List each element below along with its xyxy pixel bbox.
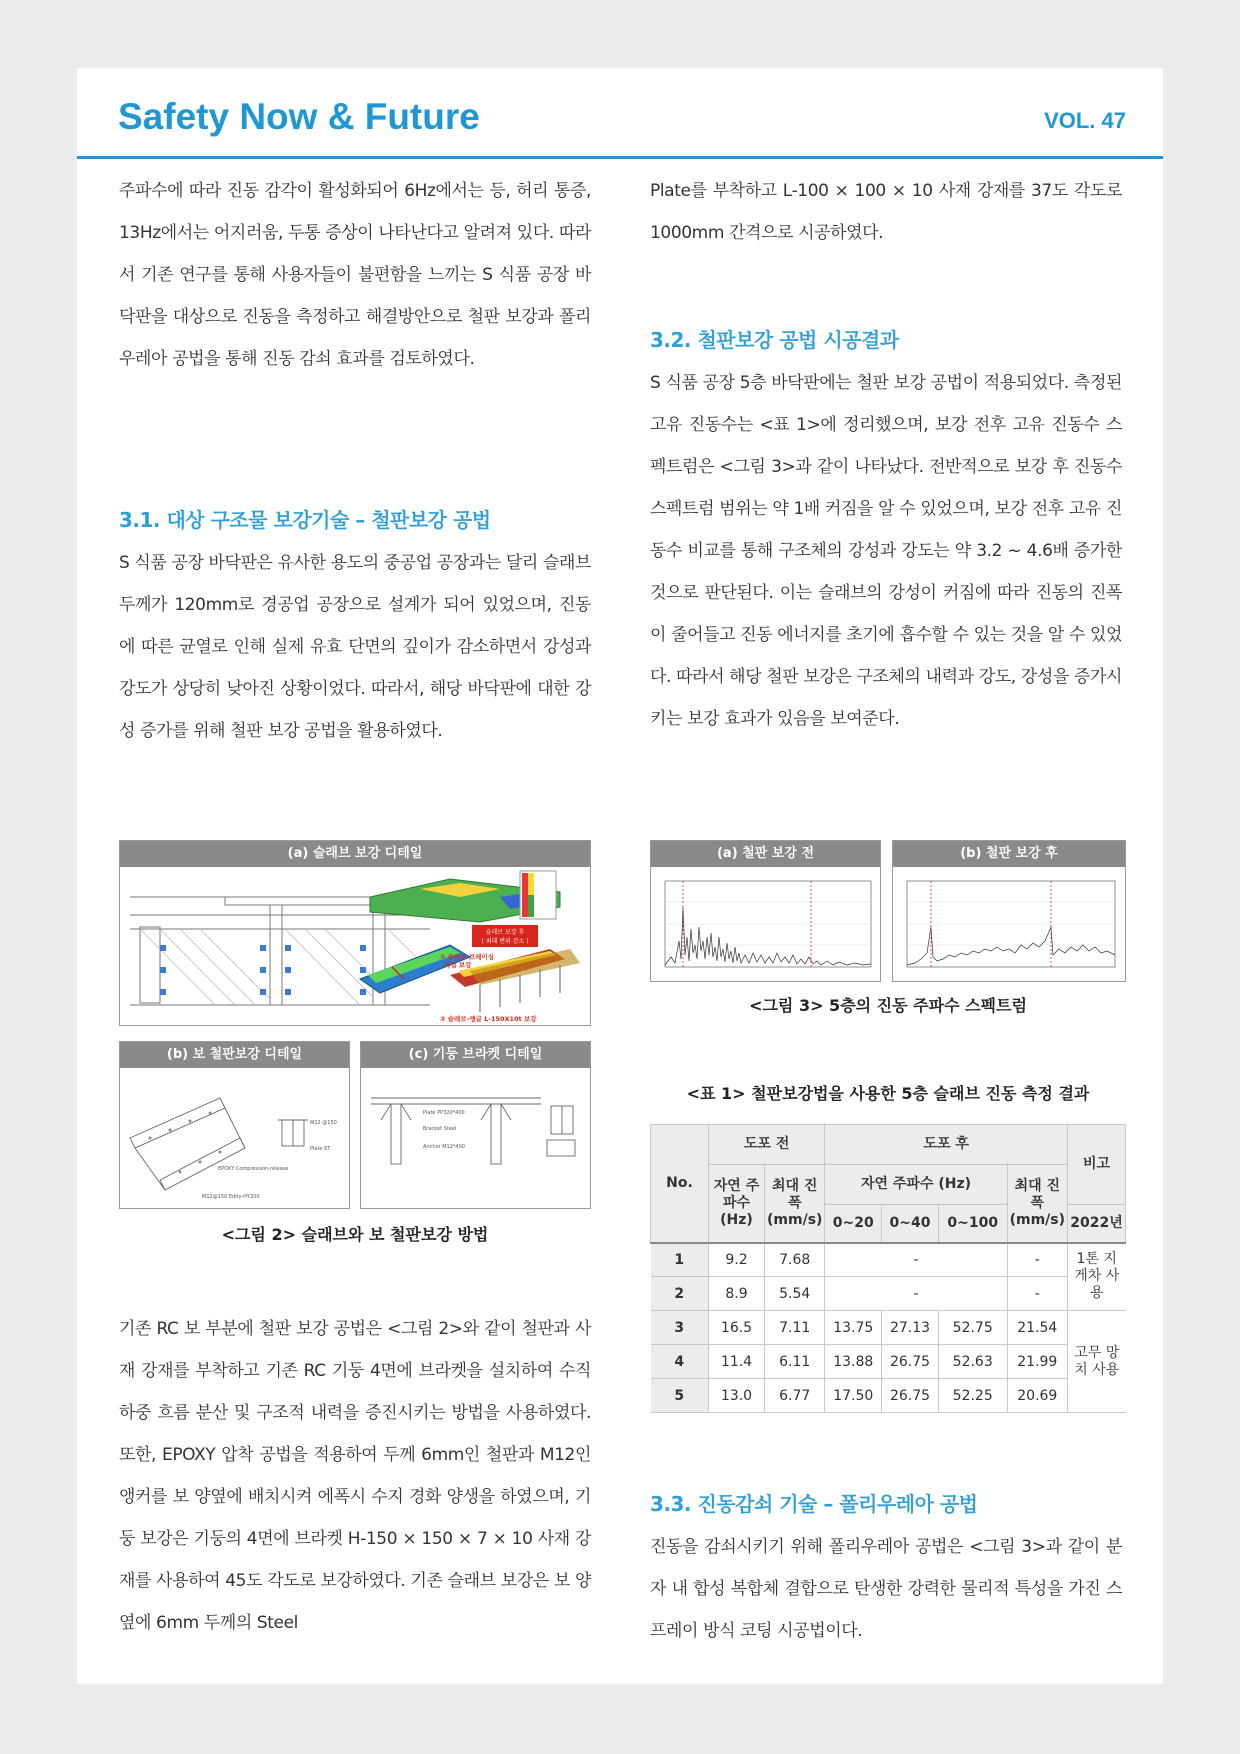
row-amp: 5.54	[765, 1277, 825, 1311]
figure-3-panel-b	[892, 840, 1126, 982]
left-column-continued	[119, 1308, 591, 1644]
section-3-3-paragraph: 진동을 감쇠시키기 위해 폴리우레아 공법은 <그림 3>과 같이 분자 내 합성 복합체 결합으로 탄생한 강력한 물리적 특성을 가진 스프레이 방식 코팅 시공법이다.	[650, 1537, 1122, 1641]
table-row	[651, 1345, 1126, 1379]
figure-2-panel-c	[360, 1041, 591, 1209]
row-amp-after: -	[1007, 1277, 1067, 1311]
figure-2-panel-b-label: (b) 보 철판보강 디테일	[120, 1042, 349, 1068]
masthead	[118, 96, 1126, 150]
beam-plate-drawing	[120, 1068, 349, 1208]
row-no: 1	[651, 1243, 709, 1277]
beam-note-2: EPOXY Compression-release	[218, 1166, 289, 1172]
figure-3-panel-a	[650, 840, 881, 982]
header-range-40: 0~40	[882, 1205, 939, 1243]
figure-2-caption: <그림 2> 슬래브와 보 철판보강 방법	[221, 1225, 489, 1244]
row-amp: 7.11	[765, 1311, 825, 1345]
left-column	[119, 170, 591, 380]
row-remark: 1톤 지게차 사용	[1068, 1243, 1126, 1311]
figure-3-panel-b-label: (b) 철판 보강 후	[893, 841, 1125, 867]
magazine-title: Safety Now & Future	[118, 96, 480, 137]
section-3-1	[119, 500, 591, 752]
table-row	[651, 1311, 1126, 1345]
header-rule	[77, 156, 1163, 159]
section-3-3-heading: 3.3. 진동감쇠 기술 – 폴리우레아 공법	[650, 1492, 978, 1516]
beam-note-1: M12 @150	[310, 1120, 337, 1126]
header-range-20: 0~20	[825, 1205, 882, 1243]
figure-2-panel-a	[119, 840, 591, 1026]
section-3-2-paragraph: S 식품 공장 5층 바닥판에는 철판 보강 공법이 적용되었다. 측정된 고유 진동수는 <표 1>에 정리했으며, 보강 전후 고유 진동수 스펙트럼은 <그림 3>과 같이 나타났다. 전반적으로 보강 후 진동수 스펙트럼 범위는 약 1배 커짐을 알 수 있었으며, 보강 전후 고유 진동수 비교를 통해 구조체의 강성과 강도는 약 3.2 ~ 4.6배 증가한 것으로 판단된다. 이는 슬래브의 강성이 커짐에 따라 진동의 진폭이 줄어들고 진동 에너지를 초기에 흡수할 수 있는 것을 알 수 있었다. 따라서 해당 철판 보강은 구조체의 내력과 강도, 강성을 증가시키는 보강 효과가 있음을 보여준다.	[650, 373, 1122, 729]
result-table	[650, 1124, 1126, 1413]
row-amp: 7.68	[765, 1243, 825, 1277]
right-column	[650, 170, 1122, 254]
spectrum-before-plot	[651, 867, 880, 981]
callout-1-line-2: ( 최대 변위 감소 )	[481, 938, 529, 945]
table-1	[650, 1124, 1126, 1413]
row-freq: 16.5	[709, 1311, 765, 1345]
row-range-40: 26.75	[882, 1345, 939, 1379]
header-before: 도포 전	[709, 1125, 825, 1165]
row-amp-after: -	[1007, 1243, 1067, 1277]
section-3-1-heading: 3.1. 대상 구조물 보강기술 – 철판보강 공법	[119, 508, 491, 532]
header-after: 도포 후	[825, 1125, 1068, 1165]
row-range-100: 52.75	[938, 1311, 1007, 1345]
magazine-page	[77, 68, 1163, 1684]
row-range-40: 27.13	[882, 1311, 939, 1345]
row-range-100: 52.63	[938, 1345, 1007, 1379]
column-note-2: Bracket Steel	[423, 1126, 457, 1132]
figure-3-panel-a-label: (a) 철판 보강 전	[651, 841, 880, 867]
row-freq: 9.2	[709, 1243, 765, 1277]
header-max-amp-after: 최대 진폭 (mm/s)	[1007, 1165, 1067, 1243]
beam-note-4: M12@150 Edity-HY200	[202, 1194, 260, 1200]
callout-2-line-2: 직접 보강	[444, 961, 472, 969]
header-range-100: 0~100	[938, 1205, 1007, 1243]
table-row	[651, 1379, 1126, 1413]
header-nat-freq: 자연 주파수 (Hz)	[709, 1165, 765, 1243]
row-range-20: 17.50	[825, 1379, 882, 1413]
column-note-3: Anchor M12*400	[423, 1144, 465, 1150]
table-row	[651, 1277, 1126, 1311]
header-remark: 비고	[1068, 1125, 1126, 1205]
beam-note-3: Plate 6T	[310, 1146, 331, 1152]
header-max-amp: 최대 진폭 (mm/s)	[765, 1165, 825, 1243]
section-3-2	[650, 320, 1122, 740]
slab-detail-drawing	[120, 867, 590, 1025]
row-no: 3	[651, 1311, 709, 1345]
row-amp: 6.11	[765, 1345, 825, 1379]
row-range-100: 52.25	[938, 1379, 1007, 1413]
column-bracket-drawing	[361, 1068, 590, 1208]
row-freq: 11.4	[709, 1345, 765, 1379]
column-note-1: Plate PP320*400	[423, 1110, 465, 1116]
header-year: 2022년	[1068, 1205, 1126, 1243]
row-freq: 13.0	[709, 1379, 765, 1413]
section-3-3	[650, 1484, 1122, 1652]
intro-paragraph: 주파수에 따라 진동 감각이 활성화되어 6Hz에서는 등, 허리 통증, 13Hz에서는 어지러움, 두통 증상이 나타난다고 알려져 있다. 따라서 기존 연구를 통해 사용자들이 불편함을 느끼는 S 식품 공장 바닥판을 대상으로 진동을 측정하고 해결방안으로 철판 보강과 폴리우레아 공법을 통해 진동 감쇠 효과를 검토하였다.	[119, 181, 591, 369]
section-3-2-heading: 3.2. 철판보강 공법 시공결과	[650, 328, 899, 352]
header-no: No.	[651, 1125, 709, 1243]
figure-2-panel-a-label: (a) 슬래브 보강 디테일	[120, 841, 590, 867]
table-row	[651, 1243, 1126, 1277]
row-range-40: 26.75	[882, 1379, 939, 1413]
volume-number: VOL. 47	[1044, 108, 1126, 133]
callout-1-line-1: 슬래브 보강 후	[485, 929, 525, 936]
row-range-20: 13.88	[825, 1345, 882, 1379]
table-1-caption: <표 1> 철판보강법을 사용한 5층 슬래브 진동 측정 결과	[686, 1084, 1090, 1103]
row-remark: 고무 망치 사용	[1068, 1311, 1126, 1413]
row-amp: 6.77	[765, 1379, 825, 1413]
row-no: 5	[651, 1379, 709, 1413]
spectrum-after-plot	[893, 867, 1125, 981]
row-range: -	[825, 1243, 1007, 1277]
row-no: 4	[651, 1345, 709, 1379]
header-nat-freq-after: 자연 주파수 (Hz)	[825, 1165, 1007, 1205]
continuation-paragraph: Plate를 부착하고 L-100 × 100 × 10 사재 강재를 37도 각도로 1000mm 간격으로 시공하였다.	[650, 181, 1122, 243]
row-range: -	[825, 1277, 1007, 1311]
row-no: 2	[651, 1277, 709, 1311]
figure-2-panel-b	[119, 1041, 350, 1209]
callout-3: ② 슬래브-앵글 L-150X10t 보강	[440, 1015, 537, 1023]
figure-2-panel-c-label: (c) 기둥 브라켓 디테일	[361, 1042, 590, 1068]
callout-2-line-1: ① 슬래브 브레이싱	[440, 953, 494, 961]
row-freq: 8.9	[709, 1277, 765, 1311]
row-amp-after: 20.69	[1007, 1379, 1067, 1413]
after-figure-paragraph: 기존 RC 보 부분에 철판 보강 공법은 <그림 2>와 같이 철판과 사재 강재를 부착하고 기존 RC 기둥 4면에 브라켓을 설치하여 수직 하중 흐름 분산 및 구조적 내력을 증진시키는 방법을 사용하였다. 또한, EPOXY 압착 공법을 적용하여 두께 6mm인 철판과 M12인 앵커를 보 양옆에 배치시켜 에폭시 수지 경화 양생을 하였으며, 기둥 보강은 기둥의 4면에 브라켓 H-150 × 150 × 7 × 10 사재 강재를 사용하여 45도 각도로 보강하였다. 기존 슬래브 보강은 보 양옆에 6mm 두께의 Steel	[119, 1319, 591, 1633]
section-3-1-paragraph: S 식품 공장 바닥판은 유사한 용도의 중공업 공장과는 달리 슬래브 두께가 120mm로 경공업 공장으로 설계가 되어 있었으며, 진동에 따른 균열로 인해 실제 유효 단면의 깊이가 감소하면서 강성과 강도가 상당히 낮아진 상황이었다. 따라서, 해당 바닥판에 대한 강성 증가를 위해 철판 보강 공법을 활용하였다.	[119, 553, 591, 741]
row-amp-after: 21.99	[1007, 1345, 1067, 1379]
row-amp-after: 21.54	[1007, 1311, 1067, 1345]
row-range-20: 13.75	[825, 1311, 882, 1345]
figure-3-caption: <그림 3> 5층의 진동 주파수 스펙트럼	[749, 996, 1027, 1015]
